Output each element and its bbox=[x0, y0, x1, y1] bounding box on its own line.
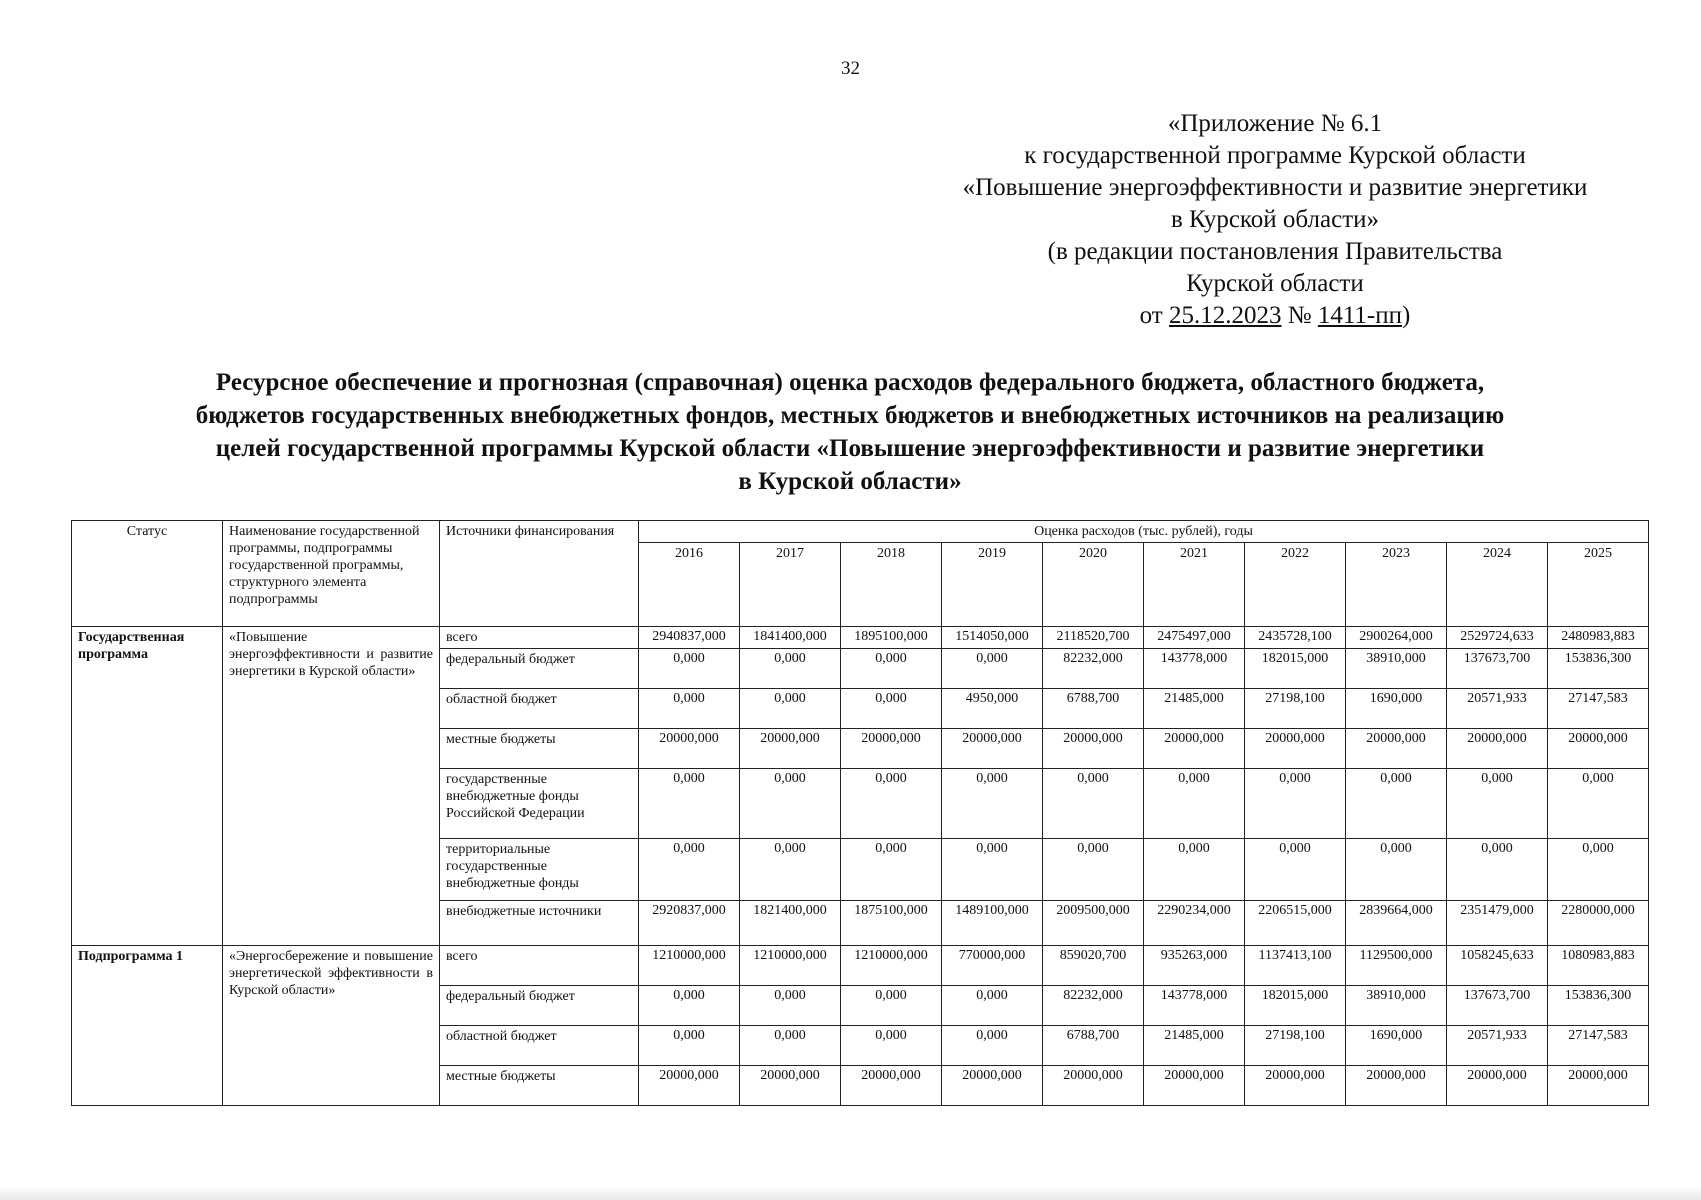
amount-cell: 153836,300 bbox=[1548, 986, 1649, 1026]
amount-cell: 0,000 bbox=[740, 986, 841, 1026]
funding-source-cell: внебюджетные источники bbox=[440, 901, 639, 946]
amount-cell: 0,000 bbox=[1144, 769, 1245, 839]
amount-cell: 0,000 bbox=[841, 769, 942, 839]
header-year: 2018 bbox=[841, 543, 942, 627]
amount-cell: 20000,000 bbox=[1548, 729, 1649, 769]
amount-cell: 0,000 bbox=[639, 986, 740, 1026]
funding-source-cell: федеральный бюджет bbox=[440, 649, 639, 689]
amount-cell: 20000,000 bbox=[1245, 729, 1346, 769]
program-name-cell: «Энергосбережение и повышение энергетической эффективности в Курской области» bbox=[223, 946, 440, 1106]
amount-cell: 0,000 bbox=[1245, 769, 1346, 839]
amount-cell: 0,000 bbox=[639, 649, 740, 689]
table-body bbox=[72, 627, 1649, 1106]
header-source: Источники финансирования bbox=[440, 521, 639, 627]
funding-source-cell: областной бюджет bbox=[440, 689, 639, 729]
funding-source-cell: территориальные государственные внебюджетные фонды bbox=[440, 839, 639, 901]
amount-cell: 2529724,633 bbox=[1447, 627, 1548, 649]
amount-cell: 20571,933 bbox=[1447, 689, 1548, 729]
amount-cell: 0,000 bbox=[1043, 839, 1144, 901]
header-year: 2019 bbox=[942, 543, 1043, 627]
amount-cell: 2351479,000 bbox=[1447, 901, 1548, 946]
amount-cell: 859020,700 bbox=[1043, 946, 1144, 986]
header-year: 2017 bbox=[740, 543, 841, 627]
header-estimate: Оценка расходов (тыс. рублей), годы bbox=[639, 521, 1649, 543]
amount-cell: 20000,000 bbox=[1346, 729, 1447, 769]
title-line-2: бюджетов государственных внебюджетных фондов, местных бюджетов и внебюджетных источников на реализацию bbox=[195, 402, 1505, 429]
amount-cell: 0,000 bbox=[740, 1026, 841, 1066]
budget-table bbox=[71, 520, 1649, 1106]
amount-cell: 21485,000 bbox=[1144, 1026, 1245, 1066]
funding-source-cell: местные бюджеты bbox=[440, 729, 639, 769]
amount-cell: 0,000 bbox=[942, 839, 1043, 901]
amount-cell: 2839664,000 bbox=[1346, 901, 1447, 946]
amount-cell: 1841400,000 bbox=[740, 627, 841, 649]
amount-cell: 0,000 bbox=[639, 689, 740, 729]
amount-cell: 1080983,883 bbox=[1548, 946, 1649, 986]
appendix-line-7 bbox=[880, 300, 1670, 332]
amount-cell: 2920837,000 bbox=[639, 901, 740, 946]
amount-cell: 20000,000 bbox=[1447, 729, 1548, 769]
amount-cell: 20000,000 bbox=[942, 1066, 1043, 1106]
amount-cell: 1514050,000 bbox=[942, 627, 1043, 649]
amount-cell: 0,000 bbox=[942, 649, 1043, 689]
appendix-prefix: от bbox=[1139, 302, 1169, 329]
header-year: 2020 bbox=[1043, 543, 1144, 627]
amount-cell: 0,000 bbox=[841, 986, 942, 1026]
funding-source-cell: всего bbox=[440, 946, 639, 986]
page-number: 32 bbox=[841, 58, 860, 79]
amount-cell: 0,000 bbox=[841, 649, 942, 689]
document-title bbox=[60, 366, 1640, 498]
amount-cell: 2480983,883 bbox=[1548, 627, 1649, 649]
appendix-line-3: «Повышение энергоэффективности и развитие энергетики bbox=[962, 174, 1588, 201]
amount-cell: 0,000 bbox=[1346, 769, 1447, 839]
amount-cell: 38910,000 bbox=[1346, 986, 1447, 1026]
amount-cell: 137673,700 bbox=[1447, 649, 1548, 689]
amount-cell: 0,000 bbox=[1548, 769, 1649, 839]
amount-cell: 27198,100 bbox=[1245, 689, 1346, 729]
funding-source-cell: федеральный бюджет bbox=[440, 986, 639, 1026]
amount-cell: 20000,000 bbox=[841, 729, 942, 769]
amount-cell: 1875100,000 bbox=[841, 901, 942, 946]
amount-cell: 0,000 bbox=[942, 769, 1043, 839]
amount-cell: 0,000 bbox=[639, 769, 740, 839]
resolution-number: 1411-пп bbox=[1317, 302, 1403, 329]
amount-cell: 1210000,000 bbox=[740, 946, 841, 986]
amount-cell: 1690,000 bbox=[1346, 1026, 1447, 1066]
amount-cell: 82232,000 bbox=[1043, 986, 1144, 1026]
amount-cell: 2280000,000 bbox=[1548, 901, 1649, 946]
amount-cell: 20000,000 bbox=[639, 729, 740, 769]
amount-cell: 2118520,700 bbox=[1043, 627, 1144, 649]
amount-cell: 2009500,000 bbox=[1043, 901, 1144, 946]
amount-cell: 1210000,000 bbox=[841, 946, 942, 986]
amount-cell: 143778,000 bbox=[1144, 649, 1245, 689]
amount-cell: 0,000 bbox=[1346, 839, 1447, 901]
funding-source-cell: всего bbox=[440, 627, 639, 649]
amount-cell: 0,000 bbox=[1447, 769, 1548, 839]
amount-cell: 1210000,000 bbox=[639, 946, 740, 986]
amount-cell: 770000,000 bbox=[942, 946, 1043, 986]
amount-cell: 20000,000 bbox=[1144, 729, 1245, 769]
amount-cell: 0,000 bbox=[740, 689, 841, 729]
header-name: Наименование государственной программы, подпрограммы государственной программы, структурного элемента подпрограммы bbox=[223, 521, 440, 627]
table-row bbox=[72, 946, 1649, 986]
appendix-line-2: к государственной программе Курской области bbox=[1024, 142, 1526, 169]
amount-cell: 38910,000 bbox=[1346, 649, 1447, 689]
amount-cell: 935263,000 bbox=[1144, 946, 1245, 986]
amount-cell: 20000,000 bbox=[740, 1066, 841, 1106]
amount-cell: 0,000 bbox=[639, 839, 740, 901]
amount-cell: 1821400,000 bbox=[740, 901, 841, 946]
amount-cell: 1058245,633 bbox=[1447, 946, 1548, 986]
amount-cell: 20000,000 bbox=[1447, 1066, 1548, 1106]
amount-cell: 20000,000 bbox=[1144, 1066, 1245, 1106]
amount-cell: 20000,000 bbox=[1043, 1066, 1144, 1106]
amount-cell: 1129500,000 bbox=[1346, 946, 1447, 986]
header-year: 2016 bbox=[639, 543, 740, 627]
amount-cell: 0,000 bbox=[1043, 769, 1144, 839]
amount-cell: 2206515,000 bbox=[1245, 901, 1346, 946]
amount-cell: 137673,700 bbox=[1447, 986, 1548, 1026]
program-name-cell: «Повышение энергоэффективности и развитие энергетики в Курской области» bbox=[223, 627, 440, 946]
amount-cell: 0,000 bbox=[841, 839, 942, 901]
amount-cell: 20000,000 bbox=[639, 1066, 740, 1106]
title-line-3: целей государственной программы Курской области «Повышение энергоэффективности и развитие энергетики bbox=[215, 435, 1485, 462]
amount-cell: 1690,000 bbox=[1346, 689, 1447, 729]
title-line-1: Ресурсное обеспечение и прогнозная (справочная) оценка расходов федерального бюджета, областного бюджета, bbox=[215, 369, 1485, 396]
amount-cell: 20571,933 bbox=[1447, 1026, 1548, 1066]
amount-cell: 0,000 bbox=[639, 1026, 740, 1066]
scan-edge bbox=[0, 1186, 1701, 1200]
amount-cell: 2435728,100 bbox=[1245, 627, 1346, 649]
header-status: Статус bbox=[72, 521, 223, 627]
amount-cell: 0,000 bbox=[1447, 839, 1548, 901]
amount-cell: 0,000 bbox=[740, 769, 841, 839]
amount-cell: 143778,000 bbox=[1144, 986, 1245, 1026]
funding-source-cell: местные бюджеты bbox=[440, 1066, 639, 1106]
amount-cell: 153836,300 bbox=[1548, 649, 1649, 689]
appendix-line-6: Курской области bbox=[1186, 270, 1364, 297]
amount-cell: 182015,000 bbox=[1245, 649, 1346, 689]
amount-cell: 2900264,000 bbox=[1346, 627, 1447, 649]
header-year: 2025 bbox=[1548, 543, 1649, 627]
funding-source-cell: областной бюджет bbox=[440, 1026, 639, 1066]
amount-cell: 27198,100 bbox=[1245, 1026, 1346, 1066]
amount-cell: 27147,583 bbox=[1548, 1026, 1649, 1066]
amount-cell: 20000,000 bbox=[841, 1066, 942, 1106]
amount-cell: 1489100,000 bbox=[942, 901, 1043, 946]
appendix-block bbox=[880, 108, 1670, 332]
appendix-line-1: «Приложение № 6.1 bbox=[1167, 110, 1383, 137]
resolution-date: 25.12.2023 bbox=[1169, 302, 1282, 329]
header-year: 2023 bbox=[1346, 543, 1447, 627]
amount-cell: 6788,700 bbox=[1043, 1026, 1144, 1066]
amount-cell: 2475497,000 bbox=[1144, 627, 1245, 649]
amount-cell: 20000,000 bbox=[1043, 729, 1144, 769]
table-row bbox=[72, 627, 1649, 649]
amount-cell: 20000,000 bbox=[740, 729, 841, 769]
appendix-number-sign: № bbox=[1281, 302, 1318, 329]
amount-cell: 0,000 bbox=[841, 689, 942, 729]
amount-cell: 1895100,000 bbox=[841, 627, 942, 649]
amount-cell: 21485,000 bbox=[1144, 689, 1245, 729]
amount-cell: 4950,000 bbox=[942, 689, 1043, 729]
amount-cell: 82232,000 bbox=[1043, 649, 1144, 689]
status-cell: Государственная программа bbox=[72, 627, 223, 946]
header-year: 2021 bbox=[1144, 543, 1245, 627]
amount-cell: 20000,000 bbox=[1548, 1066, 1649, 1106]
amount-cell: 2940837,000 bbox=[639, 627, 740, 649]
amount-cell: 27147,583 bbox=[1548, 689, 1649, 729]
amount-cell: 20000,000 bbox=[942, 729, 1043, 769]
amount-cell: 0,000 bbox=[1144, 839, 1245, 901]
appendix-suffix: ) bbox=[1402, 302, 1411, 329]
amount-cell: 0,000 bbox=[740, 839, 841, 901]
header-year: 2022 bbox=[1245, 543, 1346, 627]
appendix-line-4: в Курской области» bbox=[1170, 206, 1380, 233]
status-cell: Подпрограмма 1 bbox=[72, 946, 223, 1106]
funding-source-cell: государственные внебюджетные фонды Российской Федерации bbox=[440, 769, 639, 839]
header-row-1 bbox=[72, 521, 1649, 543]
amount-cell: 6788,700 bbox=[1043, 689, 1144, 729]
amount-cell: 0,000 bbox=[1245, 839, 1346, 901]
amount-cell: 0,000 bbox=[1548, 839, 1649, 901]
amount-cell: 0,000 bbox=[740, 649, 841, 689]
title-line-4: в Курской области» bbox=[738, 468, 962, 495]
amount-cell: 0,000 bbox=[942, 1026, 1043, 1066]
amount-cell: 20000,000 bbox=[1245, 1066, 1346, 1106]
amount-cell: 20000,000 bbox=[1346, 1066, 1447, 1106]
amount-cell: 2290234,000 bbox=[1144, 901, 1245, 946]
appendix-line-5: (в редакции постановления Правительства bbox=[1047, 238, 1503, 265]
header-year: 2024 bbox=[1447, 543, 1548, 627]
amount-cell: 182015,000 bbox=[1245, 986, 1346, 1026]
amount-cell: 1137413,100 bbox=[1245, 946, 1346, 986]
amount-cell: 0,000 bbox=[841, 1026, 942, 1066]
amount-cell: 0,000 bbox=[942, 986, 1043, 1026]
